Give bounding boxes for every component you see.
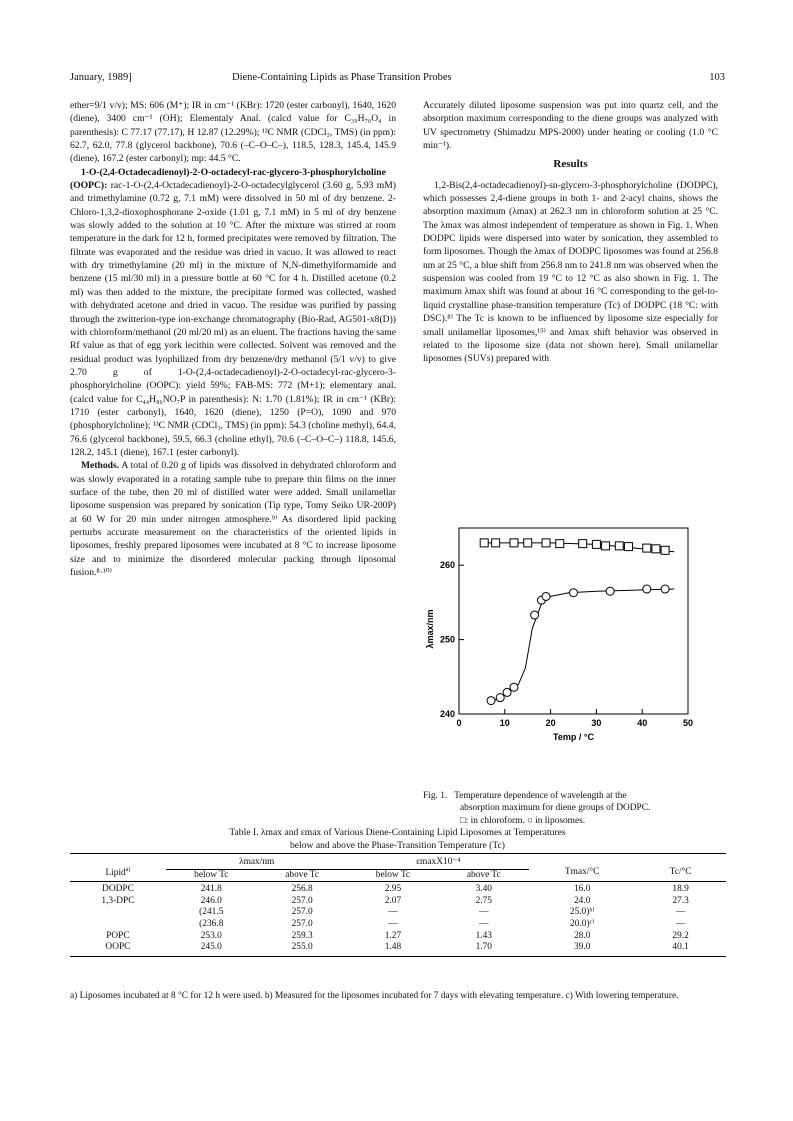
paragraph-lead: 1-O-(2,4-Octadecadienoyl)-2-O-octadecyl-rac-glycero-3-phosphorylcholine (OOPC): [70, 166, 386, 192]
table-cell-l-above: 255.0 [291, 942, 313, 953]
x-tick-label: 20 [545, 718, 556, 728]
paragraph-text: rac-1-O-(2,4-Octadecadienoyl)-2-O-octadecylglycerol (3.60 g, 5.93 mM) and trimethylamine (0.72 g, 7.1 mM) were dissolved in 50 ml of dry benzene. 2-Chloro-1,3,2-dioxophosphorane 2-oxide (1.01 g, 7.1 mM) in 5 ml of dry benzene was slowly added to the solution at 10 °C. After the mixture was stirred at room temperature in the dark for 12 h, formed precipitates were removed by filtration. The filtrate was evaporated and the residue was dried in vacuo. It was allowed to react with dry trimethylamine (20 ml) in the mixture of N,N-dimethylformamide and benzene (15 ml/30 ml) in a pressure bottle at 60 °C for 4 h. Distilled acetone (0.2 ml) was then added to the mixture, the precipitate formed was collected, washed with dehydrated acetone and dried in vacuo. The residue was purified by passing through the zwitterion-type ion-exchange chromatography (Bio-Rad, AG501-x8(D)) with chloroform/methanol (20 ml/20 ml) as an eluent. The fractions having the same Rf value as that of egg york lecithin were collected. Solvent was removed and the residual product was lyophilized from dry benzene/dry methanol (5/1 v/v) to give 2.70 g of 1-O-(2,4-octadecadienoyl)-2-O-octadecyl-rac-glycero-3-phosphorylcholine (OOPC): yield 59%; FAB-MS: 772 (M+1); elementary anal. (calcd value for C₄₄H₈₆NO₇P in parenthesis): N: 1.70 (1.81%); IR in cm⁻¹ (KBr): 1710 (ester carbonyl), 1640, 1620 (diene), 1250 (P=O), 1090 and 970 (phosphorylcholine); ¹³C NMR (CDCl₃, TMS) (in ppm): 54.3 (choline methyl), 64.4, 76.6 (glycerol backbone), 59.5, 66.3 (choline ethyl), 70.6 (–C–O–C–) 118.8, 145.6, 128.2, 145.1 (diene), 167.1 (ester carbonyl). [70, 180, 396, 458]
table-cell-lipid: POPC [106, 930, 130, 941]
table-cell-l-above: 256.8 [291, 884, 313, 895]
table-row [70, 907, 726, 919]
plot-frame [459, 528, 688, 714]
left-column [70, 99, 396, 579]
data-point-square [602, 542, 610, 550]
table-cell-tc: 40.1 [672, 942, 689, 953]
table-cell-e-above: 2.75 [475, 895, 492, 906]
x-tick-label: 30 [591, 718, 602, 728]
table-cell-e-below: — [388, 918, 398, 929]
y-tick-label: 260 [439, 560, 455, 571]
table-cell-tc: — [675, 918, 686, 929]
sub-header-lambda-above: above Tc [257, 869, 348, 882]
figure-1 [423, 520, 723, 780]
table-cell-tmax: 28.0 [573, 930, 591, 941]
data-point-circle [661, 585, 669, 593]
sub-header-eps-below: below Tc [348, 869, 439, 882]
series-line-circle [491, 589, 674, 702]
col-header-tmax: Tmax/°C [564, 866, 600, 877]
table-cell-e-above: — [479, 918, 489, 929]
data-point-square [661, 546, 669, 554]
y-tick-label: 250 [439, 634, 455, 645]
table-body [70, 882, 726, 957]
data-point-circle [542, 592, 550, 600]
sub-header-lambda-below: below Tc [166, 869, 257, 882]
header-date: January, 1989] [70, 72, 132, 83]
left-paragraph [70, 459, 396, 579]
header-title: Diene-Containing Lipids as Phase Transition Probes [232, 72, 452, 83]
table-cell-e-above: 3.40 [475, 884, 492, 895]
data-point-circle [570, 589, 578, 597]
x-tick-label: 0 [456, 718, 462, 728]
methods-continuation: Accurately diluted liposome suspension was put into quartz cell, and the absorption maximum corresponding to the diene groups was analyzed with UV spectrometry (Shimadzu MPS-2000) under heating or cooling (1.0 °C min⁻¹). [423, 100, 718, 152]
data-point-circle [503, 688, 511, 696]
left-paragraph [70, 166, 396, 460]
left-paragraph [70, 99, 396, 166]
table-caption-line2: below and above the Phase-Transition Temperature (Tc) [290, 840, 505, 851]
table-cell-tc: — [675, 907, 686, 918]
table-row [70, 931, 726, 943]
x-tick-label: 50 [682, 718, 694, 728]
paragraph-text: ether=9/1 v/v); MS: 606 (M⁺); IR in cm⁻¹ (KBr): 1720 (ester carbonyl), 1640, 1620 (diene), 3400 cm⁻¹ (OH); Elementaly Anal. (calcd value for C₃₉H₇₀O₄ in parenthesis): C 77.17 (77.17), H 12.87 (12.29%); ¹³C NMR (CDCl₃, TMS) (in ppm): 62.7, 62.0, 77.8 (glycerol backbone), 70.6 (–C–O–C–), 118.5, 128.3, 145.4, 145.9 (diene), 167.2 (ester carbonyl); mp: 44.5 °C. [70, 100, 396, 165]
data-point-square [592, 540, 600, 548]
data-point-circle [487, 697, 495, 705]
y-tick-label: 240 [439, 709, 455, 719]
data-point-square [615, 542, 623, 550]
table-cell-l-above: 259.3 [291, 930, 313, 941]
col-header-epsilon: εmaxX10⁻⁴ [416, 857, 461, 867]
col-header-lambda: λmax/nm [239, 857, 275, 867]
table-row [70, 919, 726, 931]
data-point-square [652, 545, 660, 553]
table-cell-e-above: — [479, 907, 489, 918]
figure-caption-line1: Temperature dependence of wavelength at the [454, 791, 627, 801]
data-point-square [556, 540, 564, 548]
table-row [70, 896, 726, 908]
table-cell-e-above: 1.43 [475, 930, 492, 941]
data-point-square [579, 540, 587, 548]
data-point-square [542, 539, 550, 547]
table-cell-tmax: 25.0)ᵇ⁾ [569, 907, 595, 918]
table-cell-lipid: 1,3-DPC [101, 895, 135, 906]
table-cell-l-below: 245.0 [200, 942, 222, 953]
x-axis-label: Temp / °C [553, 732, 594, 742]
table-cell-tc: 18.9 [672, 884, 689, 895]
data-point-circle [643, 585, 651, 593]
table-1 [70, 853, 726, 957]
table-cell-e-below: 2.95 [384, 884, 402, 895]
table-cell-l-above: 257.0 [291, 918, 313, 929]
x-tick-label: 10 [499, 718, 510, 728]
table-caption-line1: Table I. λmax and εmax of Various Diene-Containing Lipid Liposomes at Temperatures [229, 827, 566, 838]
table-cell-tmax: 24.0 [573, 895, 591, 906]
table-cell-tc: 29.2 [672, 930, 689, 941]
data-point-square [524, 539, 532, 547]
table-cell-tmax: 16.0 [573, 884, 591, 895]
table-cell-tmax: 39.0 [573, 942, 591, 953]
table-cell-e-below: 1.48 [384, 942, 402, 953]
page-number: 103 [709, 72, 725, 83]
table-cell-l-below: 241.8 [200, 884, 222, 895]
table-cell-e-below: 1.27 [384, 930, 402, 941]
figure-caption-line3: □: in chloroform. ○ in liposomes. [460, 815, 586, 826]
data-point-square [643, 544, 651, 552]
table-cell-e-above: 1.70 [475, 942, 492, 953]
figure-caption [423, 790, 719, 827]
section-heading-results: Results [553, 158, 588, 171]
table-cell-l-below: (236.8 [199, 918, 224, 929]
data-point-circle [496, 694, 504, 702]
data-point-square [480, 539, 488, 547]
data-point-square [492, 539, 500, 547]
table-cell-tmax: 20.0)ᶜ⁾ [570, 918, 595, 929]
right-column [423, 99, 718, 366]
col-header-tc: Tc/°C [669, 866, 692, 877]
paragraph-lead: Methods. [81, 460, 120, 472]
table-cell-e-below: 2.07 [384, 895, 402, 906]
table-cell-l-above: 257.0 [291, 895, 313, 906]
data-point-circle [510, 683, 518, 691]
figure-label: Fig. 1. [423, 791, 448, 801]
sub-header-eps-above: above Tc [438, 869, 529, 882]
table-cell-l-below: 246.0 [200, 895, 222, 906]
table-cell-l-below: 253.0 [200, 930, 222, 941]
table-cell-l-above: 257.0 [291, 907, 313, 918]
data-point-square [624, 543, 632, 551]
table-row [70, 882, 726, 896]
table-footnote: a) Liposomes incubated at 8 °C for 12 h were used. b) Measured for the liposomes incubated for 7 days with elevating temperature. c) With lowering temperature. [70, 991, 679, 1001]
figure-caption-line2: absorption maximum for diene groups of DODPC. [460, 803, 651, 814]
table-cell-tc: 27.3 [672, 895, 689, 906]
x-tick-label: 40 [637, 718, 648, 728]
y-axis-label: λmax/nm [425, 609, 435, 649]
table-cell-lipid: DODPC [102, 884, 134, 895]
table-cell-lipid [70, 907, 166, 919]
table-cell-lipid: OOPC [105, 942, 131, 953]
paragraph-text: A total of 0.20 g of lipids was dissolved in dehydrated chloroform and was slowly evaporated in a rotating sample tube to prepare thin films on the inner surface of the tube, then 20 ml of distilled water were added. Small unilamellar liposome suspension was prepared by sonication (Tip type, Tomy Seiko UR-200P) at 60 W for 20 min under nitrogen atmosphere.⁹⁾ As disordered lipid packing perturbs accurate measurement on the characteristics of the oriented lipids in liposomes, freshly prepared liposomes were incubated at 8 °C to increase liposome size and to minimize the disordered molecular packing through liposomal fusion.⁸·¹⁰⁾ [70, 460, 396, 579]
table-row [70, 942, 726, 956]
table-cell-lipid [70, 919, 166, 931]
figure-1-chart [423, 520, 723, 780]
data-point-circle [531, 611, 539, 619]
data-point-circle [606, 587, 614, 595]
table-cell-e-below: — [388, 907, 398, 918]
table-caption [70, 826, 725, 852]
results-paragraph: 1,2-Bis(2,4-octadecadienoyl)-sn-glycero-3-phosphorylcholine (DODPC), which possesses 2,4-diene groups in both 1- and 2-acyl chains, shows the absorption maximum (λmax) at 262.3 nm in chloroform solution at 25 °C. The λmax was almost independent of temperature as shown in Fig. 1. When DODPC lipids were dispersed into water by sonication, they assembled to form liposomes. Though the λmax of DODPC liposomes was found at 256.8 nm at 25 °C, a blue shift from 256.8 nm to 241.8 nm was observed when the suspension was cooled from 19 °C to 12 °C as also shown in Fig. 1. The maximum λmax shift was found at about 16 °C corresponding to the gel-to-liquid crystalline phase-transition temperature (Tc) of DODPC (18 °C: with DSC).⁸⁾ The Tc is known to be influenced by liposome size especially for small unilamellar liposomes,¹⁵⁾ and λmax shift behavior was observed in related to the liposome size (data not shown here). Small unilamellar liposomes (SUVs) prepared with [423, 179, 718, 365]
col-header-lipid: Lipid$^{a)}$ [105, 867, 131, 879]
data-point-square [510, 539, 518, 547]
table-cell-l-below: (241.5 [199, 907, 224, 918]
running-header [70, 72, 725, 86]
